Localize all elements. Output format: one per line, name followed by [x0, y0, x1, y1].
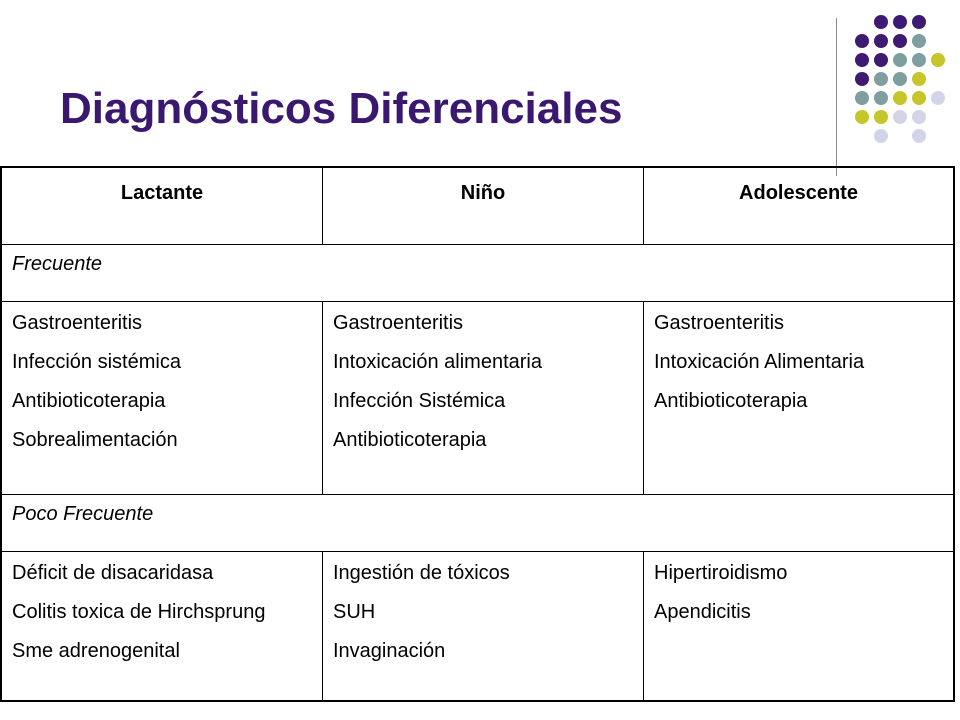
decorative-dot	[893, 91, 907, 105]
decorative-dot	[893, 72, 907, 86]
decorative-dot	[874, 34, 888, 48]
section-row-frecuente	[1, 245, 954, 302]
cell-poco-frecuente-lactante	[1, 552, 323, 702]
header-adolescente: Adolescente	[644, 167, 955, 245]
table-row-frecuente	[1, 302, 954, 495]
cell-frecuente-lactante	[1, 302, 323, 495]
decorative-vertical-line	[836, 18, 837, 176]
section-label-frecuente: Frecuente	[1, 245, 954, 302]
decorative-dot	[874, 72, 888, 86]
list-item: Gastroenteritis	[333, 312, 464, 334]
decorative-dot	[912, 129, 926, 143]
section-label-poco-frecuente: Poco Frecuente	[1, 495, 954, 552]
decorative-dot	[931, 91, 945, 105]
cell-poco-frecuente-nino	[323, 552, 644, 702]
decorative-dot	[912, 110, 926, 124]
decorative-dot	[893, 15, 907, 29]
list-item: SUH	[333, 601, 376, 623]
decorative-dot	[855, 53, 869, 67]
list-item: Déficit de disacaridasa	[12, 562, 214, 584]
section-row-poco-frecuente	[1, 495, 954, 552]
decorative-dot	[912, 72, 926, 86]
decorative-dot	[874, 15, 888, 29]
cell-frecuente-adolescente	[644, 302, 955, 495]
decorative-dot	[855, 72, 869, 86]
decorative-dot	[855, 110, 869, 124]
list-item: Apendicitis	[654, 601, 751, 623]
decorative-dot	[874, 129, 888, 143]
list-item: Gastroenteritis	[12, 312, 143, 334]
list-item: Intoxicación Alimentaria	[654, 351, 865, 373]
list-item: Infección sistémica	[12, 351, 181, 373]
list-item: Colitis toxica de Hirchsprung	[12, 601, 266, 623]
list-item: Invaginación	[333, 640, 446, 662]
header-nino: Niño	[323, 167, 644, 245]
decorative-dot	[893, 110, 907, 124]
decorative-dot	[931, 53, 945, 67]
decorative-dot	[912, 34, 926, 48]
cell-poco-frecuente-adolescente	[644, 552, 955, 702]
decorative-dot	[855, 91, 869, 105]
list-item: Antibioticoterapia	[12, 390, 166, 412]
decorative-dot	[912, 53, 926, 67]
list-item: Antibioticoterapia	[333, 429, 487, 451]
table-header-row	[1, 167, 954, 245]
list-item: Gastroenteritis	[654, 312, 785, 334]
list-item: Ingestión de tóxicos	[333, 562, 510, 584]
list-item: Antibioticoterapia	[654, 390, 808, 412]
decorative-dot	[912, 91, 926, 105]
list-item: Hipertiroidismo	[654, 562, 788, 584]
decorative-dot	[893, 34, 907, 48]
cell-frecuente-nino	[323, 302, 644, 495]
list-item: Sobrealimentación	[12, 429, 178, 451]
decorative-dot	[874, 91, 888, 105]
list-item: Intoxicación alimentaria	[333, 351, 542, 373]
list-item: Sme adrenogenital	[12, 640, 180, 662]
decorative-dot	[855, 34, 869, 48]
table-row-poco-frecuente	[1, 552, 954, 702]
decorative-dot	[912, 15, 926, 29]
list-item: Infección Sistémica	[333, 390, 506, 412]
differential-diagnosis-table	[0, 166, 955, 702]
decorative-dot	[874, 110, 888, 124]
decorative-dot	[893, 53, 907, 67]
decorative-dot	[874, 53, 888, 67]
slide-title: Diagnósticos Diferenciales	[60, 84, 623, 133]
header-lactante: Lactante	[1, 167, 323, 245]
